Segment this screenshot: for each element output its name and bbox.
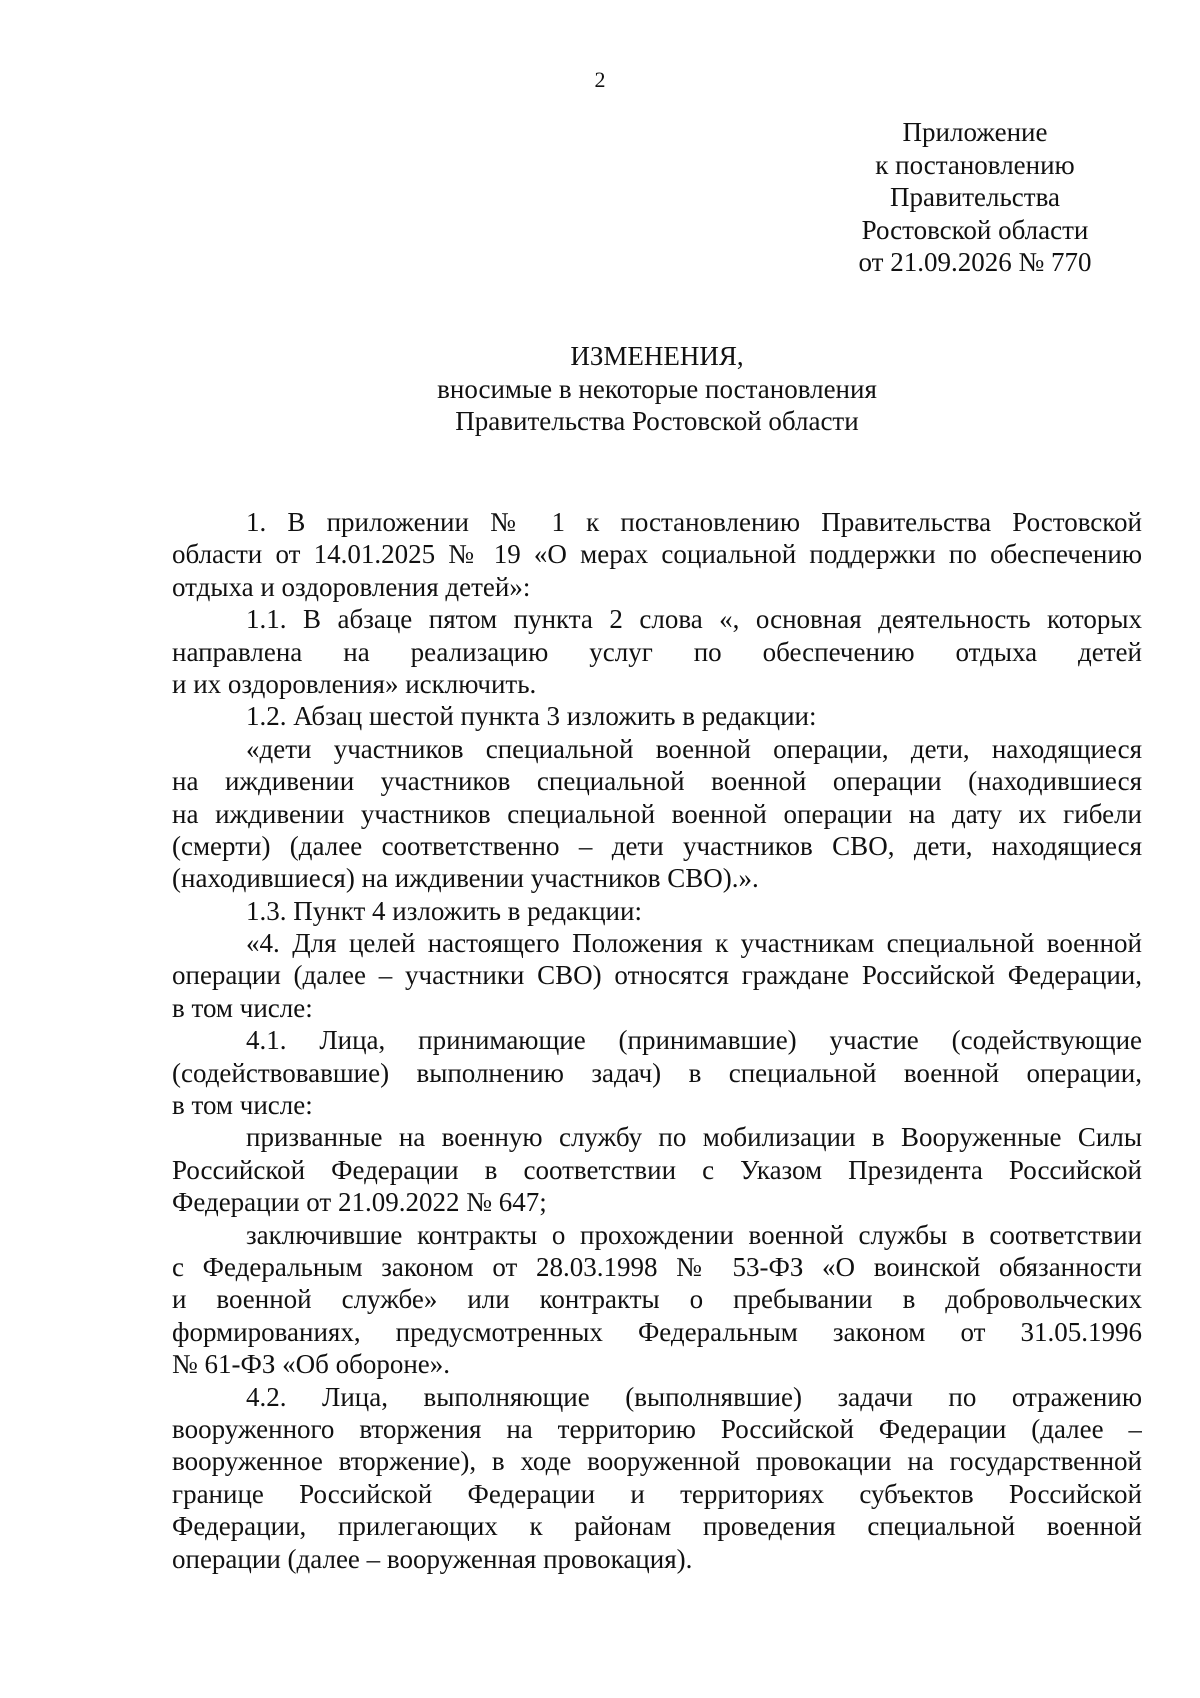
- body-text-line: границе Российской Федерации и территориях субъектов Российской: [172, 1478, 1142, 1509]
- annex-line: от 21.09.2026 № 770: [858, 247, 1092, 277]
- body-text-line: 4.1. Лица, принимающие (принимавшие) участие (содействующие: [246, 1025, 1142, 1056]
- document-title: ИЗМЕНЕНИЯ,: [570, 341, 744, 371]
- body-text-line: и военной службе» или контракты о пребывании в добровольческих: [172, 1284, 1142, 1315]
- body-text-line: в том числе:: [172, 1090, 313, 1121]
- document-subtitle-line: Правительства Ростовской области: [455, 406, 859, 436]
- document-body: [172, 506, 1142, 1575]
- body-text-line: операции (далее – участники СВО) относятся граждане Российской Федерации,: [172, 960, 1142, 991]
- body-text-line: Федерации от 21.09.2022 № 647;: [172, 1187, 547, 1218]
- body-text-line: «4. Для целей настоящего Положения к участникам специальной военной: [246, 928, 1142, 959]
- body-text-line: 1.2. Абзац шестой пункта 3 изложить в редакции:: [246, 701, 817, 732]
- body-text-line: в том числе:: [172, 992, 313, 1023]
- body-text-line: вооруженное вторжение), в ходе вооруженной провокации на государственной: [172, 1446, 1142, 1477]
- body-text-line: заключившие контракты о прохождении военной службы в соответствии: [246, 1219, 1142, 1250]
- body-text-line: формированиях, предусмотренных Федеральным законом от 31.05.1996: [172, 1316, 1142, 1347]
- body-text-line: Российской Федерации в соответствии с Указом Президента Российской: [172, 1154, 1142, 1185]
- body-text-line: операции (далее – вооруженная провокация).: [172, 1543, 693, 1574]
- annex-line: Приложение: [902, 117, 1048, 147]
- document-subtitle-line: вносимые в некоторые постановления: [437, 373, 877, 404]
- body-text-line: (содействовавшие) выполнению задач) в специальной военной операции,: [172, 1057, 1142, 1088]
- body-text-line: (смерти) (далее соответственно – дети участников СВО, дети, находящиеся: [172, 830, 1142, 861]
- body-text-line: с Федеральным законом от 28.03.1998 № 53-ФЗ «О воинской обязанности: [172, 1251, 1142, 1282]
- body-text-line: отдыха и оздоровления детей»:: [172, 571, 531, 602]
- body-text-line: «дети участников специальной военной операции, дети, находящиеся: [246, 733, 1142, 764]
- annex-line: Правительства: [890, 182, 1060, 212]
- body-text-line: (находившиеся) на иждивении участников СВО).».: [172, 863, 759, 894]
- body-text-line: 1.3. Пункт 4 изложить в редакции:: [246, 895, 642, 926]
- annex-line: к постановлению: [875, 149, 1075, 180]
- body-text-line: вооруженного вторжения на территорию Российской Федерации (далее –: [172, 1413, 1142, 1444]
- page-number: 2: [594, 67, 606, 92]
- annex-block: [830, 116, 1120, 279]
- body-text-line: направлена на реализацию услуг по обеспечению отдыха детей: [172, 636, 1142, 667]
- body-text-line: и их оздоровления» исключить.: [172, 668, 537, 699]
- body-text-line: на иждивении участников специальной военной операции на дату их гибели: [172, 798, 1142, 829]
- body-text-line: № 61-ФЗ «Об обороне».: [172, 1349, 451, 1380]
- body-text-line: призванные на военную службу по мобилизации в Вооруженные Силы: [246, 1122, 1142, 1153]
- body-text-line: 1.1. В абзаце пятом пункта 2 слова «, основная деятельность которых: [246, 604, 1142, 635]
- body-text-line: 1. В приложении № 1 к постановлению Правительства Ростовской: [246, 507, 1142, 537]
- annex-line: Ростовской области: [861, 214, 1089, 245]
- document-heading: [172, 340, 1142, 438]
- body-text-line: на иждивении участников специальной военной операции (находившиеся: [172, 766, 1142, 797]
- body-text-line: Федерации, прилегающих к районам проведения специальной военной: [172, 1511, 1142, 1542]
- body-text-line: 4.2. Лица, выполняющие (выполнявшие) задачи по отражению: [246, 1381, 1142, 1412]
- body-text-line: области от 14.01.2025 № 19 «О мерах социальной поддержки по обеспечению: [172, 539, 1142, 570]
